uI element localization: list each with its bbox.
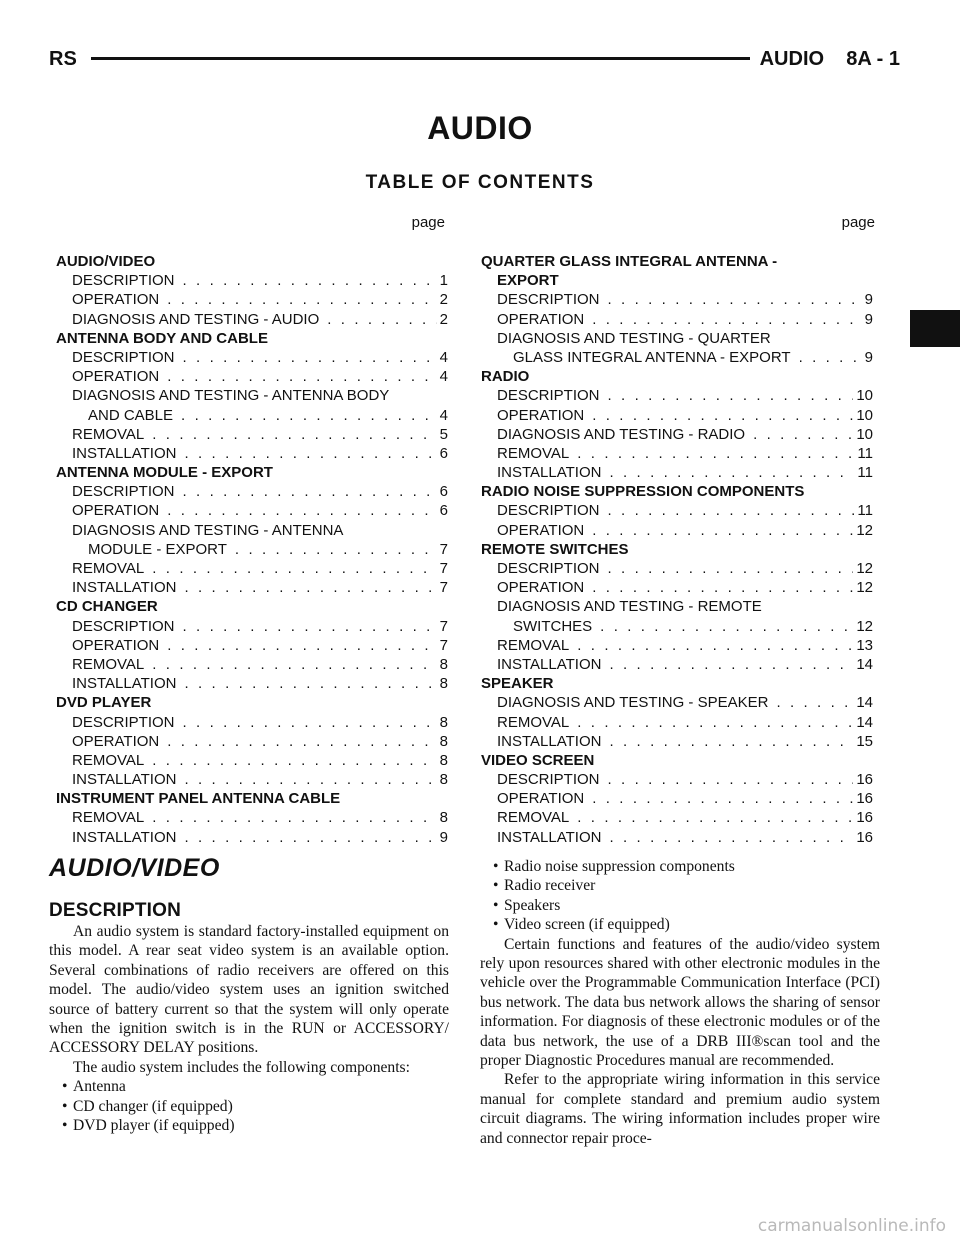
toc-entry [56, 559, 448, 578]
toc-entry [56, 425, 448, 444]
dot-leader [609, 732, 853, 751]
toc-entry [481, 578, 873, 597]
toc-page-number: 6 [439, 502, 448, 520]
toc-page-number: 10 [856, 406, 873, 424]
toc-entry-label: INSTALLATION [72, 444, 177, 462]
toc-entry-label: GLASS INTEGRAL ANTENNA - EXPORT [513, 348, 791, 366]
dot-leader [600, 617, 853, 636]
toc-entry-label: INSTALLATION [497, 655, 602, 673]
header-page-id: AUDIO 8A - 1 [759, 48, 900, 70]
dot-leader [152, 655, 436, 674]
dot-leader [577, 808, 853, 827]
toc-entry [56, 636, 448, 655]
toc-page-number: 10 [856, 425, 873, 443]
dot-leader [577, 636, 853, 655]
toc-section-heading: INSTRUMENT PANEL ANTENNA CABLE [56, 790, 341, 808]
dot-leader [609, 828, 853, 847]
dot-leader [152, 751, 436, 770]
dot-leader [608, 559, 854, 578]
dot-leader [592, 578, 853, 597]
toc-entry-label: OPERATION [72, 368, 160, 386]
toc-entry-label: DIAGNOSIS AND TESTING - REMOTE [497, 598, 762, 616]
toc-entry [481, 348, 873, 367]
toc-entry [481, 425, 873, 444]
dot-leader [183, 617, 437, 636]
toc-section-heading: EXPORT [497, 272, 559, 290]
component-list [49, 1077, 449, 1135]
toc-section-heading: ANTENNA BODY AND CABLE [56, 329, 268, 347]
dot-leader [592, 406, 853, 425]
list-item: • Antenna [49, 1077, 449, 1096]
toc-page-number: 8 [439, 751, 448, 769]
toc-page-number: 8 [439, 713, 448, 731]
toc-entry [56, 367, 448, 386]
toc-section-heading: DVD PLAYER [56, 694, 152, 712]
toc-page-number: 2 [439, 310, 448, 328]
dot-leader [167, 367, 436, 386]
toc-entry-label: REMOVAL [497, 444, 570, 462]
dot-leader [776, 693, 853, 712]
toc-page-number: 7 [439, 540, 448, 558]
header-rule [91, 57, 750, 60]
toc-page-number: 8 [439, 732, 448, 750]
toc-page-number: 10 [856, 387, 873, 405]
toc-entry [56, 674, 448, 693]
toc-page-number: 16 [856, 809, 873, 827]
toc-page-number: 13 [856, 636, 873, 654]
dot-leader [183, 482, 437, 501]
dot-leader [608, 386, 854, 405]
toc-entry-label: OPERATION [72, 732, 160, 750]
dot-leader [608, 501, 855, 520]
list-item: • Speakers [480, 896, 880, 915]
dot-leader [184, 828, 436, 847]
toc-page-number: 11 [857, 464, 873, 482]
toc-entry [56, 348, 448, 367]
toc-entry-label: DESCRIPTION [497, 771, 600, 789]
toc-entry [56, 444, 448, 463]
dot-leader [167, 732, 436, 751]
toc-entry [56, 617, 448, 636]
toc-entry [481, 463, 873, 482]
toc-entry-label: DESCRIPTION [72, 483, 175, 501]
dot-leader [167, 636, 436, 655]
toc-entry-label: DIAGNOSIS AND TESTING - SPEAKER [497, 694, 769, 712]
toc-entry-label: OPERATION [497, 406, 585, 424]
toc-entry-label: OPERATION [72, 636, 160, 654]
body-column-left [49, 922, 449, 1135]
toc-page-label-left: page [411, 214, 445, 231]
toc-page-number: 9 [864, 348, 873, 366]
toc-page-number: 14 [856, 694, 873, 712]
toc-entry-label: REMOVAL [497, 636, 570, 654]
dot-leader [183, 713, 437, 732]
toc-entry [481, 290, 873, 309]
toc-entry [481, 770, 873, 789]
dot-leader [799, 348, 862, 367]
section-thumb-tab [910, 310, 960, 347]
toc-entry [56, 406, 448, 425]
toc-entry-label: DESCRIPTION [497, 387, 600, 405]
list-item: • Radio noise suppression components [480, 857, 880, 876]
subsection-title: DESCRIPTION [49, 900, 182, 921]
toc-entry [56, 732, 448, 751]
toc-entry [481, 310, 873, 329]
list-item: • DVD player (if equipped) [49, 1116, 449, 1135]
dot-leader [181, 406, 437, 425]
toc-page-number: 9 [439, 828, 448, 846]
toc-section-heading: QUARTER GLASS INTEGRAL ANTENNA - [481, 253, 778, 270]
toc-page-number: 4 [439, 368, 448, 386]
toc-entry-label: REMOVAL [72, 425, 145, 443]
toc-column-left [56, 252, 448, 847]
dot-leader [167, 290, 436, 309]
dot-leader [577, 444, 854, 463]
running-header [49, 48, 900, 72]
toc-page-number: 2 [439, 291, 448, 309]
dot-leader [753, 425, 853, 444]
toc-entry-label: AND CABLE [88, 406, 174, 424]
dot-leader [609, 655, 853, 674]
toc-entry-label: INSTALLATION [72, 579, 177, 597]
toc-entry-label: REMOVAL [72, 560, 145, 577]
toc-entry [481, 386, 873, 405]
watermark: carmanualsonline.info [757, 1216, 946, 1236]
toc-entry-label: INSTALLATION [72, 675, 177, 693]
toc-entry [56, 271, 448, 290]
dot-leader [592, 310, 861, 329]
dot-leader [577, 713, 853, 732]
toc-entry-label: DESCRIPTION [72, 348, 175, 366]
toc-page-number: 4 [439, 348, 448, 366]
toc-entry [56, 751, 448, 770]
toc-page-number: 7 [439, 617, 448, 635]
toc-entry [481, 617, 873, 636]
toc-entry-label: DIAGNOSIS AND TESTING - AUDIO [72, 310, 320, 328]
toc-entry [481, 444, 873, 463]
header-section-code: RS [49, 48, 77, 70]
dot-leader [592, 521, 853, 540]
dot-leader [609, 463, 854, 482]
toc-section-heading: RADIO NOISE SUPPRESSION COMPONENTS [481, 483, 805, 501]
toc-entry-label: INSTALLATION [497, 464, 602, 482]
toc-page-number: 7 [439, 579, 448, 597]
toc-entry-label: DIAGNOSIS AND TESTING - QUARTER [497, 329, 771, 347]
toc-page-number: 14 [856, 713, 873, 731]
toc-section-heading: RADIO [481, 368, 530, 386]
dot-leader [183, 271, 437, 290]
toc-entry-label: REMOVAL [497, 809, 570, 827]
toc-page-number: 8 [439, 809, 448, 827]
toc-section-heading: CD CHANGER [56, 598, 158, 616]
page-title: AUDIO [427, 110, 533, 146]
dot-leader [608, 290, 862, 309]
toc-section-heading: ANTENNA MODULE - EXPORT [56, 464, 273, 482]
dot-leader [184, 578, 436, 597]
toc-entry-label: DIAGNOSIS AND TESTING - RADIO [497, 425, 746, 443]
toc-entry-label: OPERATION [497, 521, 585, 539]
toc-page-number: 15 [856, 732, 873, 750]
toc-entry-label: SWITCHES [513, 617, 593, 635]
component-list-continued [480, 857, 880, 935]
toc-entry-label: OPERATION [72, 502, 160, 520]
toc-entry [481, 501, 873, 520]
toc-page-number: 7 [439, 560, 448, 577]
toc-entry [56, 655, 448, 674]
toc-entry-label: REMOVAL [497, 713, 570, 731]
dot-leader [592, 789, 853, 808]
toc-page-number: 8 [439, 655, 448, 673]
toc-page-number: 16 [856, 790, 873, 808]
dot-leader [184, 674, 436, 693]
toc-page-number: 8 [439, 771, 448, 789]
toc-entry [481, 636, 873, 655]
section-title: AUDIO/VIDEO [49, 854, 220, 882]
dot-leader [152, 425, 436, 444]
toc-entry [56, 482, 448, 501]
toc-entry [481, 655, 873, 674]
toc-page-label-right: page [841, 214, 875, 231]
toc-column-right [481, 252, 873, 847]
toc-entry [481, 732, 873, 751]
toc-entry [56, 808, 448, 827]
toc-entry-label: INSTALLATION [497, 828, 602, 846]
toc-entry-label: DIAGNOSIS AND TESTING - ANTENNA BODY [72, 387, 390, 405]
toc-entry-label: REMOVAL [72, 751, 145, 769]
toc-entry-label: OPERATION [497, 790, 585, 808]
toc-entry [481, 828, 873, 847]
toc-page-number: 16 [856, 771, 873, 789]
body-paragraph: The audio system includes the following components: [73, 1058, 410, 1076]
toc-page-number: 12 [856, 617, 873, 635]
toc-page-number: 12 [856, 579, 873, 597]
toc-entry-label: DESCRIPTION [497, 502, 600, 520]
toc-entry-label: DESCRIPTION [497, 560, 600, 577]
toc-page-number: 6 [439, 483, 448, 501]
dot-leader [183, 348, 437, 367]
toc-entry-label: DESCRIPTION [72, 272, 175, 290]
toc-entry [56, 828, 448, 847]
body-paragraph: Refer to the appropriate wiring information in this service manual for complete standard and premium audio system circuit diagrams. The wiring information includes proper wire and connector repair proce- [480, 1071, 880, 1147]
list-item: • Radio receiver [480, 876, 880, 895]
body-paragraph: An audio system is standard factory-installed equipment on this model. A rear seat video system is an available option. Several combinations of radio receivers are offered on this model. The audio/video system uses an ignition switched source of battery current so that the system will only operate when the ignition switch is in the RUN or ACCESSORY/ ACCESSORY DELAY positions. [49, 923, 449, 1057]
toc-section-heading: VIDEO SCREEN [481, 751, 595, 769]
toc-entry [481, 406, 873, 425]
toc-page-number: 11 [857, 444, 873, 462]
toc-entry-label: INSTALLATION [72, 771, 177, 789]
dot-leader [152, 559, 436, 578]
toc-page-number: 8 [439, 675, 448, 693]
toc-page-number: 12 [856, 521, 873, 539]
toc-page-number: 14 [856, 655, 873, 673]
toc-entry [56, 290, 448, 309]
toc-entry-label: INSTALLATION [497, 732, 602, 750]
toc-entry-label: DESCRIPTION [497, 291, 600, 309]
toc-page-number: 5 [439, 425, 448, 443]
dot-leader [152, 808, 436, 827]
dot-leader [235, 540, 437, 559]
toc-entry [56, 770, 448, 789]
toc-entry-label: OPERATION [497, 579, 585, 597]
toc-entry [56, 713, 448, 732]
toc-section-heading: AUDIO/VIDEO [56, 253, 156, 270]
toc-entry [56, 310, 448, 329]
toc-entry [56, 578, 448, 597]
toc-entry-label: MODULE - EXPORT [88, 540, 227, 558]
toc-page-number: 16 [856, 828, 873, 846]
dot-leader [184, 444, 436, 463]
toc-page-number: 6 [439, 444, 448, 462]
toc-entry [56, 540, 448, 559]
toc-entry-label: OPERATION [497, 310, 585, 328]
toc-entry-label: DESCRIPTION [72, 617, 175, 635]
toc-entry-label: OPERATION [72, 291, 160, 309]
toc-entry-label: REMOVAL [72, 655, 145, 673]
toc-entry-label: DIAGNOSIS AND TESTING - ANTENNA [72, 521, 344, 539]
list-item: • CD changer (if equipped) [49, 1097, 449, 1116]
toc-section-heading: REMOTE SWITCHES [481, 540, 629, 558]
toc-page-number: 9 [864, 291, 873, 309]
toc-entry [481, 693, 873, 712]
toc-entry [481, 559, 873, 578]
toc-heading: TABLE OF CONTENTS [365, 172, 595, 193]
toc-entry-label: REMOVAL [72, 809, 145, 827]
toc-page-number: 11 [857, 502, 873, 520]
toc-page-number: 4 [439, 406, 448, 424]
list-item: • Video screen (if equipped) [480, 915, 880, 934]
dot-leader [608, 770, 854, 789]
toc-entry-label: INSTALLATION [72, 828, 177, 846]
toc-entry [481, 521, 873, 540]
body-column-right [480, 857, 880, 1148]
toc-page-number: 1 [439, 272, 448, 290]
toc-section-heading: SPEAKER [481, 675, 554, 693]
toc-entry [481, 789, 873, 808]
dot-leader [327, 310, 436, 329]
toc-page-number: 12 [856, 560, 873, 577]
dot-leader [167, 501, 436, 520]
toc-page-number: 7 [439, 636, 448, 654]
dot-leader [184, 770, 436, 789]
toc-entry [481, 808, 873, 827]
toc-entry [481, 713, 873, 732]
toc-entry [56, 501, 448, 520]
toc-entry-label: DESCRIPTION [72, 713, 175, 731]
toc-page-number: 9 [864, 310, 873, 328]
body-paragraph: Certain functions and features of the audio/video system rely upon resources shared with other electronic modules in the vehicle over the Programmable Communication Interface (PCI) bus network. The data bus network allows the sharing of sensor information. For diagnosis of these electronic modules or of the data bus network, the use of a DRB III®scan tool and the proper Diagnostic Procedures manual are recommended. [480, 935, 880, 1070]
